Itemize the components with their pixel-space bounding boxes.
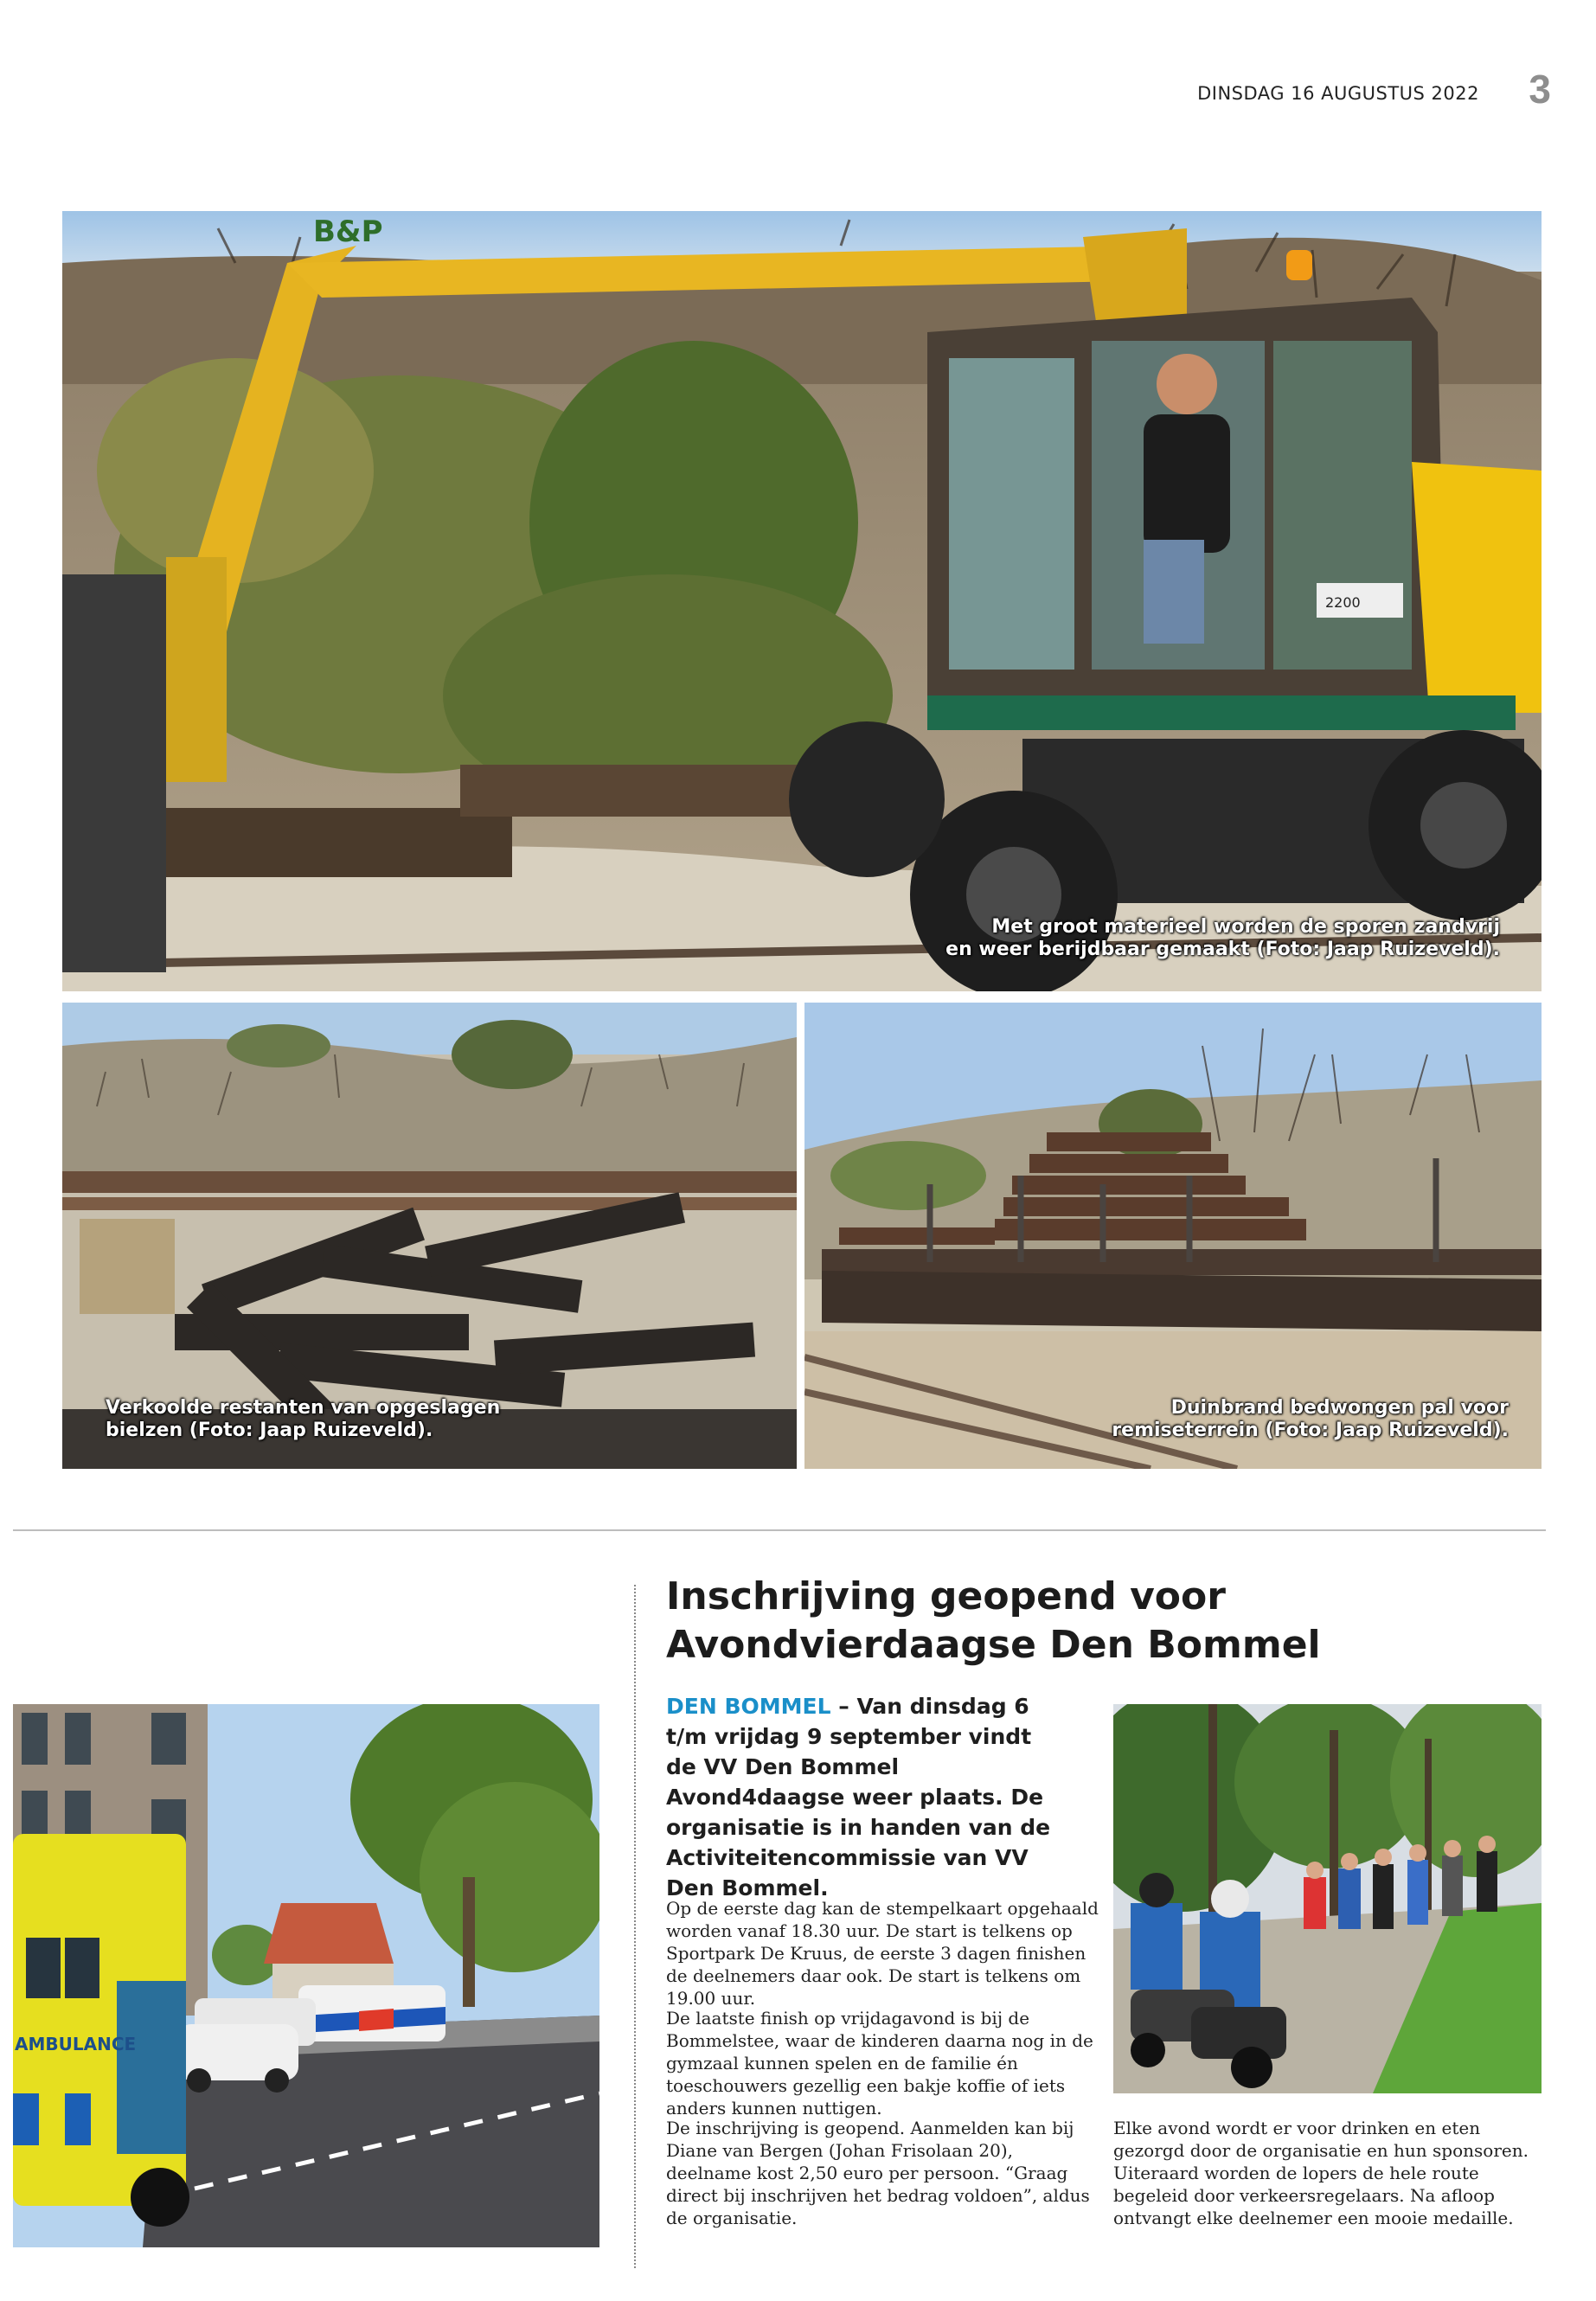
sleepers-caption — [106, 1397, 500, 1442]
caption-line: bielzen (Foto: Jaap Ruizeveld). — [106, 1420, 433, 1441]
issue-date: DINSDAG 16 AUGUSTUS 2022 — [1197, 83, 1479, 104]
body-paragraph-1: Op de eerste dag kan de stempelkaart opgehaald worden vanaf 18.30 uur. De start is telkens op Sportpark De Kruus, de eerste 3 dagen finishen de deelnemers daar ook. De start is telkens om 19.00 uur. — [666, 1898, 1099, 2009]
excavator-photo — [62, 211, 1542, 991]
ambulance-lettering: AMBULANCE — [15, 2034, 137, 2054]
headline-line: Inschrijving geopend voor — [666, 1574, 1226, 1618]
article-lead — [666, 1691, 1068, 1903]
walkers-photo-caption: Elke avond wordt er voor drinken en eten gezorgd door de organisatie en hun sponsoren. Uiteraard worden de lopers de hele route begeleid door verkeersregelaars. Na afloop ontvangt elke deelnemer een mooie medaille. — [1113, 2118, 1529, 2228]
caption-line: remiseterrein (Foto: Jaap Ruizeveld). — [1112, 1420, 1509, 1441]
page-number: 3 — [1529, 67, 1551, 112]
headline-line: Avondvierdaagse Den Bommel — [666, 1623, 1321, 1667]
rail-car-photo — [804, 1003, 1542, 1469]
machine-lettering: B&P — [313, 215, 383, 249]
caption-line: Duinbrand bedwongen pal voor — [1170, 1397, 1509, 1419]
railcar-caption — [1112, 1397, 1509, 1442]
dateline-kicker: DEN BOMMEL — [666, 1694, 831, 1719]
machine-plate: 2200 — [1325, 594, 1361, 611]
walkers-photo — [1113, 1704, 1542, 2093]
caption-line: en weer berijdbaar gemaakt (Foto: Jaap Ruizeveld). — [945, 939, 1500, 960]
article-headline — [666, 1573, 1375, 1670]
section-divider — [13, 1529, 1546, 1531]
column-divider — [634, 1585, 636, 2268]
lead-text: – Van dinsdag 6 t/m vrijdag 9 september vindt de VV Den Bommel Avond4daagse weer plaats. De organisatie is in handen van de Activiteitencommissie van VV Den Bommel. — [666, 1694, 1051, 1900]
caption-line: Verkoolde restanten van opgeslagen — [106, 1397, 501, 1419]
burnt-sleepers-photo — [62, 1003, 797, 1469]
excavator-caption — [945, 916, 1500, 961]
body-paragraph-3: De inschrijving is geopend. Aanmelden kan bij Diane van Bergen (Johan Frisolaan 20), deelname kost 2,50 euro per persoon. “Graag direct bij inschrijven het bedrag voldoen”, aldus de organisatie. — [666, 2118, 1090, 2228]
caption-line: Met groot materieel worden de sporen zandvrij — [991, 916, 1500, 938]
street-ambulance-photo — [13, 1704, 599, 2247]
body-paragraph-2: De laatste finish op vrijdagavond is bij de Bommelstee, waar de kinderen daarna nog in de gymzaal kunnen spelen en de familie én toeschouwers gezellig een bakje koffie of iets anders kunnen nuttigen. — [666, 2008, 1093, 2118]
